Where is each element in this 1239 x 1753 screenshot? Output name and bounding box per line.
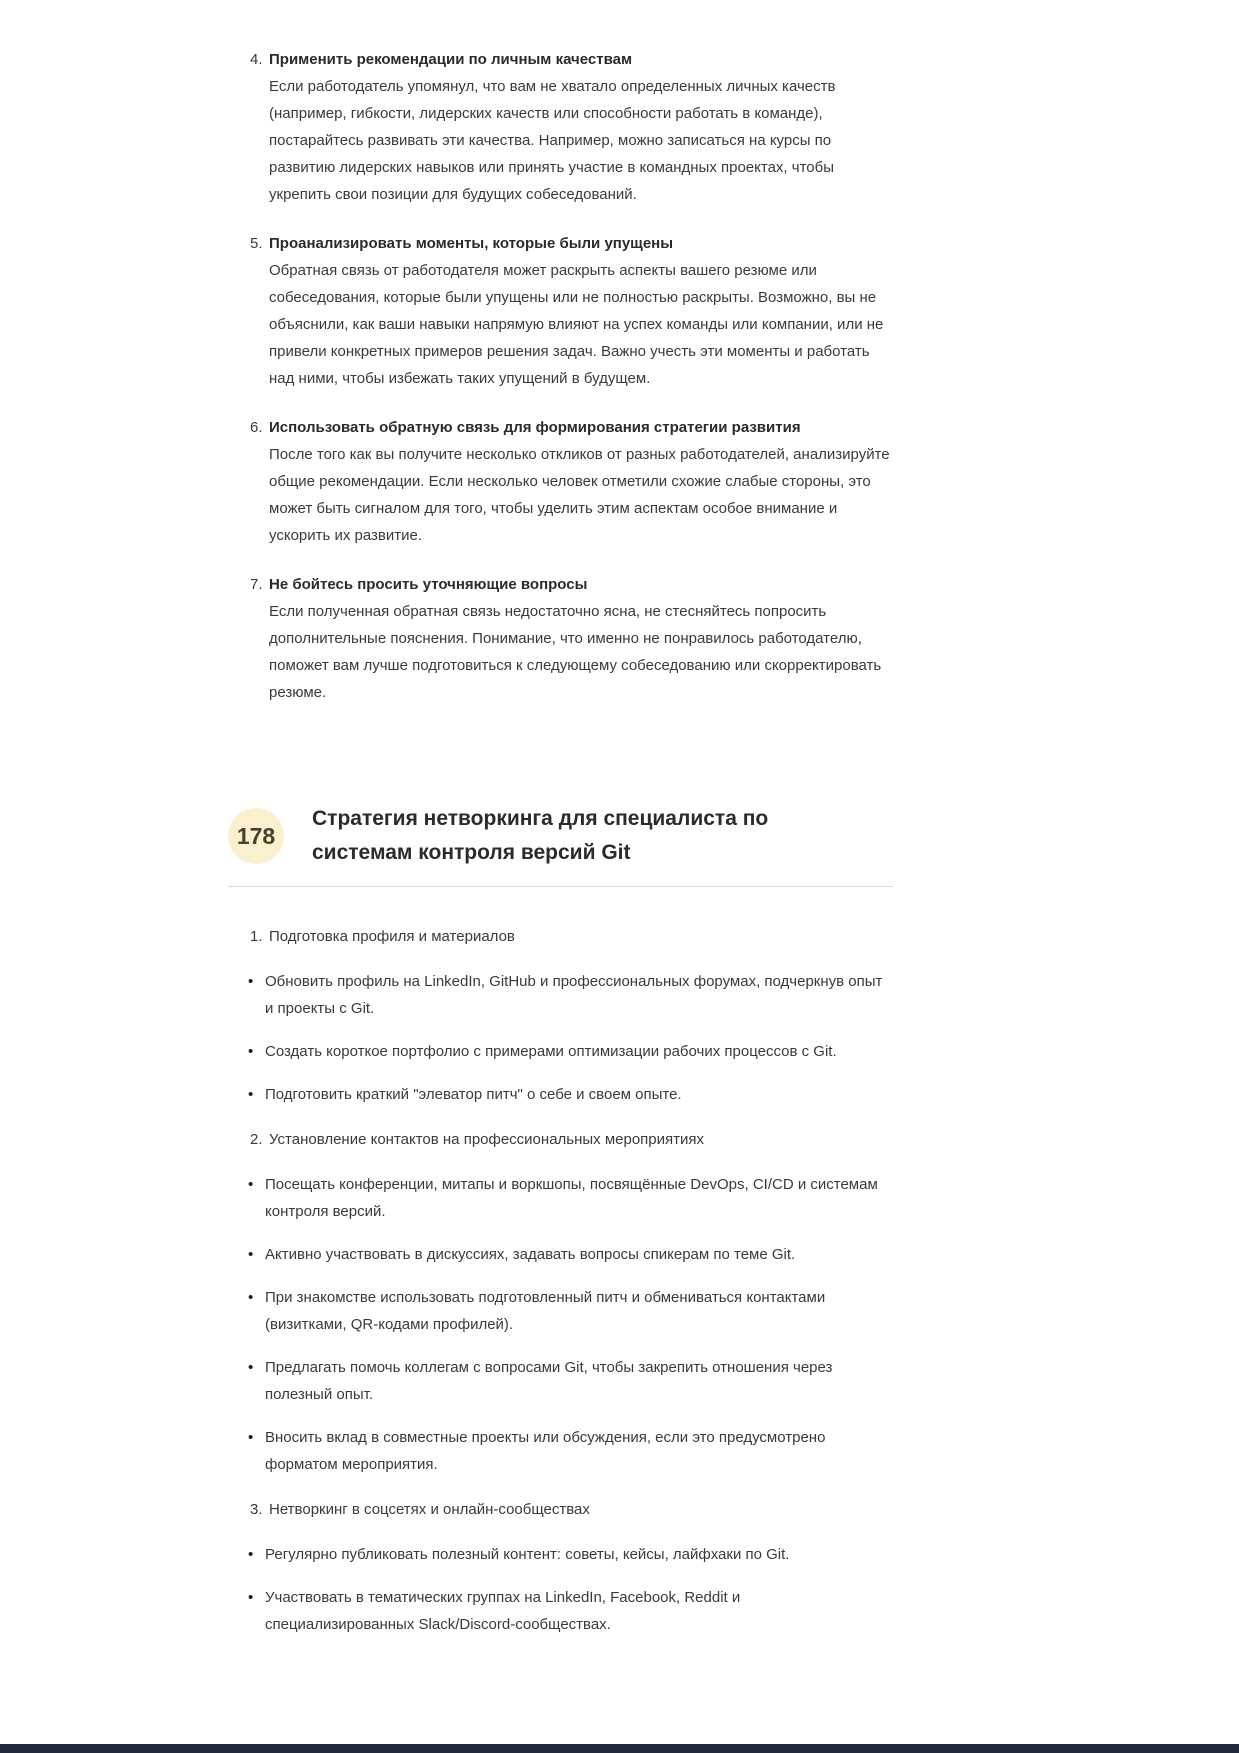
- item-text: Посещать конференции, митапы и воркшопы, посвящённые DevOps, CI/CD и системам контроля версий.: [265, 1176, 878, 1220]
- outline-numbered-item: [250, 923, 893, 950]
- item-number: 2.: [250, 1131, 263, 1148]
- outline-bullet-item: [248, 1424, 893, 1478]
- item-text: Установление контактов на профессиональных мероприятиях: [269, 1131, 705, 1148]
- outline-numbered-item: [250, 1126, 893, 1153]
- item-body: Если полученная обратная связь недостаточно ясна, не стесняйтесь попросить дополнительные пояснения. Понимание, что именно не понравилось работодателю, поможет вам лучше подготовиться к следующему собеседованию или скорректировать резюме.: [269, 603, 882, 701]
- item-title: Не бойтесь просить уточняющие вопросы: [269, 576, 588, 593]
- bullet-icon: [248, 1541, 265, 1568]
- bullet-icon: [248, 1038, 265, 1065]
- bullet-icon: [248, 968, 265, 1022]
- intro-list-item: [250, 571, 893, 706]
- page-bottom-bar: [0, 1744, 1239, 1753]
- item-text: Активно участвовать в дискуссиях, задавать вопросы спикерам по теме Git.: [265, 1246, 796, 1263]
- item-number: 7.: [250, 576, 263, 593]
- bullet-icon: [248, 1241, 265, 1268]
- item-body: После того как вы получите несколько откликов от разных работодателей, анализируйте общие рекомендации. Если несколько человек отметили схожие слабые стороны, это может быть сигналом для того, чтобы уделить этим аспектам особое внимание и ускорить их развитие.: [269, 446, 890, 544]
- item-title: Использовать обратную связь для формирования стратегии развития: [269, 419, 801, 436]
- outline-numbered-item: [250, 1496, 893, 1523]
- chapter-title: Стратегия нетворкинга для специалиста по системам контроля версий Git: [312, 807, 769, 864]
- intro-list-item: [250, 230, 893, 392]
- item-number: 4.: [250, 51, 263, 68]
- intro-list-item: [250, 414, 893, 549]
- item-text: [269, 414, 893, 549]
- item-text: При знакомстве использовать подготовленный питч и обмениваться контактами (визитками, QR-кодами профилей).: [265, 1289, 826, 1333]
- item-text: Обновить профиль на LinkedIn, GitHub и профессиональных форумах, подчеркнув опыт и проекты с Git.: [265, 973, 883, 1017]
- item-number: 6.: [250, 419, 263, 436]
- chapter-heading: [228, 802, 893, 887]
- item-text: Участвовать в тематических группах на LinkedIn, Facebook, Reddit и специализированных Slack/Discord-сообществах.: [265, 1589, 741, 1633]
- outline-bullet-item: [248, 1081, 893, 1108]
- outline-bullet-item: [248, 968, 893, 1022]
- bullet-icon: [248, 1424, 265, 1478]
- item-body: Если работодатель упомянул, что вам не хватало определенных личных качеств (например, гибкости, лидерских качеств или способности работать в команде), постарайтесь развивать эти качества. Например, можно записаться на курсы по развитию лидерских навыков или принять участие в командных проектах, чтобы укрепить свои позиции для будущих собеседований.: [269, 78, 836, 203]
- intro-list-item: [250, 46, 893, 208]
- outline-bullet-item: [248, 1241, 893, 1268]
- outline-bullet-item: [248, 1541, 893, 1568]
- item-text: [269, 571, 893, 706]
- bullet-icon: [248, 1171, 265, 1225]
- item-number: 1.: [250, 928, 263, 945]
- item-body: Обратная связь от работодателя может раскрыть аспекты вашего резюме или собеседования, которые были упущены или не полностью раскрыты. Возможно, вы не объяснили, как ваши навыки напрямую влияют на успех команды или компании, или не привели конкретных примеров решения задач. Важно учесть эти моменты и работать над ними, чтобы избежать таких упущений в будущем.: [269, 262, 884, 387]
- item-number: 5.: [250, 235, 263, 252]
- item-number: 3.: [250, 1501, 263, 1518]
- item-text: Подготовка профиля и материалов: [269, 928, 515, 945]
- item-text: Вносить вклад в совместные проекты или обсуждения, если это предусмотрено форматом мероприятия.: [265, 1429, 826, 1473]
- chapter-number-badge: 178: [228, 808, 284, 864]
- item-text: [269, 230, 893, 392]
- bullet-icon: [248, 1584, 265, 1638]
- outline-bullet-item: [248, 1584, 893, 1638]
- outline-bullet-item: [248, 1354, 893, 1408]
- item-title: Применить рекомендации по личным качествам: [269, 51, 633, 68]
- item-text: [269, 46, 893, 208]
- item-title: Проанализировать моменты, которые были упущены: [269, 235, 674, 252]
- item-text: Подготовить краткий "элеватор питч" о себе и своем опыте.: [265, 1086, 682, 1103]
- outline-bullet-item: [248, 1171, 893, 1225]
- bullet-icon: [248, 1081, 265, 1108]
- item-text: Нетворкинг в соцсетях и онлайн-сообществах: [269, 1501, 590, 1518]
- bullet-icon: [248, 1354, 265, 1408]
- outline-bullet-item: [248, 1284, 893, 1338]
- outline-bullet-item: [248, 1038, 893, 1065]
- intro-numbered-list: [228, 46, 893, 706]
- bullet-icon: [248, 1284, 265, 1338]
- chapter-outline: [228, 923, 893, 1638]
- item-text: Предлагать помочь коллегам с вопросами Git, чтобы закрепить отношения через полезный опыт.: [265, 1359, 833, 1403]
- item-text: Создать короткое портфолио с примерами оптимизации рабочих процессов с Git.: [265, 1043, 837, 1060]
- item-text: Регулярно публиковать полезный контент: советы, кейсы, лайфхаки по Git.: [265, 1546, 790, 1563]
- document-content: [228, 46, 893, 1654]
